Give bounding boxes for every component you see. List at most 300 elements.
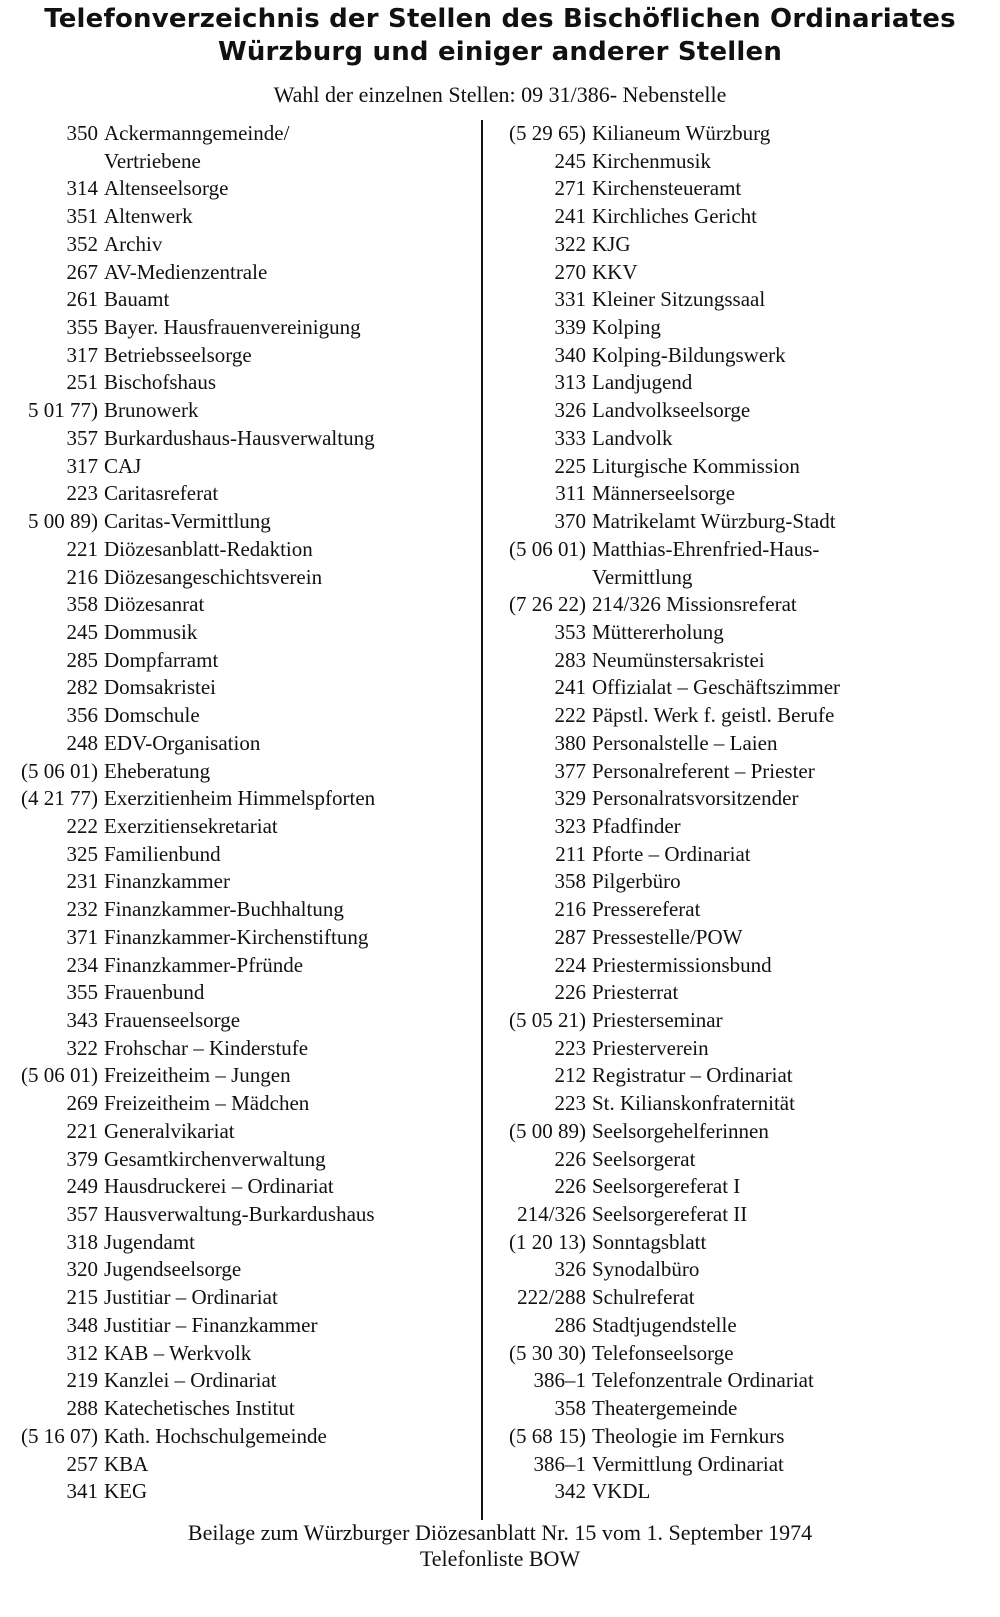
office-name: Hausdruckerei – Ordinariat	[104, 1174, 334, 1199]
office-name: Theatergemeinde	[592, 1396, 738, 1421]
office-name: Synodalbüro	[592, 1257, 700, 1282]
extension-number: 211	[555, 841, 586, 866]
directory-entry	[490, 508, 995, 536]
directory-entry	[490, 1395, 995, 1423]
dialing-instructions: Wahl der einzelnen Stellen: 09 31/386- Nebenstelle	[273, 82, 727, 107]
office-name: Kath. Hochschulgemeinde	[104, 1423, 327, 1448]
directory-entry	[6, 286, 474, 314]
directory-entry	[490, 1367, 995, 1395]
directory-entry	[490, 1284, 995, 1312]
directory-entry	[6, 647, 474, 675]
office-name: KEG	[104, 1479, 148, 1504]
directory-entry	[6, 1035, 474, 1063]
directory-entry	[490, 1146, 995, 1174]
directory-entry	[490, 1340, 995, 1368]
directory-entry	[6, 1451, 474, 1479]
extension-number: 353	[554, 619, 586, 644]
office-name: Altenseelsorge	[104, 176, 229, 201]
office-name: Ackermanngemeinde/	[104, 121, 290, 145]
office-name: Kirchliches Gericht	[592, 204, 758, 229]
directory-entry	[490, 841, 995, 869]
directory-entry	[6, 758, 474, 786]
directory-entry	[6, 231, 474, 259]
office-name: Kolping-Bildungswerk	[592, 342, 786, 367]
extension-number: 377	[554, 758, 586, 783]
extension-number: (5 06 01)	[21, 758, 98, 783]
extension-number: 386–1	[533, 1451, 586, 1476]
page-title-line-2: Würzburg und einiger anderer Stellen	[217, 37, 783, 67]
extension-number: 231	[66, 869, 98, 894]
office-name: Theologie im Fernkurs	[592, 1423, 785, 1448]
office-name: Kirchensteueramt	[592, 176, 742, 201]
directory-entry	[490, 730, 995, 758]
office-name: Bayer. Hausfrauenvereinigung	[104, 315, 361, 340]
directory-entry	[490, 203, 995, 231]
extension-number: 333	[554, 425, 586, 450]
office-name: KBA	[104, 1451, 149, 1476]
extension-number: 248	[66, 730, 98, 755]
directory-entry	[6, 924, 474, 952]
extension-number: 343	[66, 1008, 98, 1032]
directory-entry	[490, 231, 995, 259]
office-name: Altenwerk	[104, 204, 193, 229]
extension-number: 261	[66, 287, 98, 312]
extension-number: 226	[554, 1174, 586, 1199]
extension-number: 331	[554, 287, 586, 312]
office-name: St. Kilianskonfraternität	[592, 1091, 795, 1116]
directory-entry	[490, 1007, 995, 1035]
extension-number: 232	[66, 897, 98, 922]
directory-entry	[490, 1423, 995, 1451]
directory-entry	[6, 730, 474, 758]
office-name: Dompfarramt	[104, 647, 219, 672]
extension-number: 288	[66, 1396, 98, 1421]
extension-number: 257	[66, 1451, 98, 1476]
office-name: Landvolkseelsorge	[592, 398, 751, 423]
directory-entry	[6, 702, 474, 730]
directory-entry	[6, 148, 474, 176]
directory-entry	[6, 896, 474, 924]
extension-number: 341	[66, 1479, 98, 1504]
extension-number: (5 29 65)	[509, 121, 586, 145]
extension-number: 251	[66, 370, 98, 395]
extension-number: 212	[554, 1063, 586, 1088]
extension-number: 357	[66, 425, 98, 450]
office-name: Kolping	[592, 315, 661, 340]
directory-entry	[6, 1090, 474, 1118]
directory-entry	[490, 342, 995, 370]
office-name: Diözesangeschichtsverein	[104, 564, 323, 589]
extension-number: 245	[66, 619, 98, 644]
directory-entry	[6, 674, 474, 702]
extension-number: (5 05 21)	[509, 1008, 586, 1032]
office-name: Kilianeum Würzburg	[592, 121, 771, 145]
office-name: Exerzitiensekretariat	[104, 813, 278, 838]
office-name: Justitiar – Ordinariat	[104, 1285, 278, 1310]
directory-entry	[490, 453, 995, 481]
office-name: Matthias-Ehrenfried-Haus-	[592, 536, 820, 561]
office-name: Telefonzentrale Ordinariat	[592, 1368, 814, 1393]
extension-number: 223	[66, 481, 98, 506]
office-name: EDV-Organisation	[104, 730, 261, 755]
directory-entry	[490, 480, 995, 508]
office-name: Personalstelle – Laien	[592, 730, 778, 755]
office-name: Caritasreferat	[104, 481, 219, 506]
office-name: Neumünstersakristei	[592, 647, 765, 672]
directory-entry	[6, 1062, 474, 1090]
directory-entry	[6, 175, 474, 203]
extension-number: 350	[66, 121, 98, 145]
directory-entry	[490, 952, 995, 980]
extension-number: (4 21 77)	[21, 786, 98, 811]
office-name: KAB – Werkvolk	[104, 1340, 252, 1365]
directory-entry	[490, 591, 995, 619]
office-name: Pressereferat	[592, 897, 701, 922]
directory-entry	[6, 1229, 474, 1257]
extension-number: 219	[66, 1368, 98, 1393]
extension-number: 320	[66, 1257, 98, 1282]
extension-number: 267	[66, 259, 98, 284]
office-name: Pilgerbüro	[592, 869, 681, 894]
extension-number: 318	[66, 1229, 98, 1254]
directory-entry	[6, 1284, 474, 1312]
office-name: Domsakristei	[104, 675, 216, 700]
office-name: Finanzkammer-Kirchenstiftung	[104, 924, 369, 949]
extension-number: 241	[554, 675, 586, 700]
directory-entry	[6, 425, 474, 453]
directory-entry	[490, 259, 995, 287]
office-name: Personalratsvorsitzender	[592, 786, 799, 811]
office-name: Stadtjugendstelle	[592, 1312, 737, 1337]
office-name: Pforte – Ordinariat	[592, 841, 751, 866]
directory-entry	[6, 1395, 474, 1423]
directory-entry	[490, 1312, 995, 1340]
directory-left-column	[6, 120, 474, 1506]
extension-number: 216	[66, 564, 98, 589]
extension-number: 325	[66, 841, 98, 866]
extension-number: 323	[554, 813, 586, 838]
office-name: Justitiar – Finanzkammer	[104, 1312, 318, 1337]
directory-entry	[6, 619, 474, 647]
extension-number: 314	[66, 176, 98, 201]
extension-number: (5 68 15)	[509, 1423, 586, 1448]
footer-list-name: Telefonliste BOW	[419, 1546, 581, 1571]
directory-entry	[490, 564, 995, 592]
extension-number: (5 00 89)	[509, 1118, 586, 1143]
directory-entry	[6, 564, 474, 592]
directory-entry	[6, 453, 474, 481]
directory-entry	[490, 868, 995, 896]
directory-entry	[490, 397, 995, 425]
extension-number: 216	[554, 897, 586, 922]
office-name: Personalreferent – Priester	[592, 758, 815, 783]
directory-entry	[6, 841, 474, 869]
office-name: Priesterrat	[592, 980, 679, 1005]
extension-number: (5 06 01)	[509, 536, 586, 561]
office-name: Pfadfinder	[592, 813, 681, 838]
directory-entry	[6, 536, 474, 564]
directory-entry	[490, 369, 995, 397]
office-name: Telefonseelsorge	[592, 1340, 734, 1365]
directory-entry	[490, 785, 995, 813]
office-name: Schulreferat	[592, 1285, 695, 1310]
directory-entry	[6, 1478, 474, 1506]
directory-entry	[6, 342, 474, 370]
directory-entry	[490, 120, 995, 148]
office-name: Kanzlei – Ordinariat	[104, 1368, 277, 1393]
office-name: Landjugend	[592, 370, 693, 395]
extension-number: 357	[66, 1202, 98, 1227]
extension-number: 224	[554, 952, 586, 977]
directory-entry	[490, 924, 995, 952]
office-name: Diözesanrat	[104, 592, 205, 617]
office-name: AV-Medienzentrale	[104, 259, 268, 284]
directory-entry	[6, 1173, 474, 1201]
directory-entry	[490, 1256, 995, 1284]
directory-entry	[6, 952, 474, 980]
directory-entry	[6, 203, 474, 231]
column-divider	[481, 120, 483, 1520]
office-name: Seelsorgerat	[592, 1146, 696, 1171]
extension-number: 234	[66, 952, 98, 977]
extension-number: 317	[66, 342, 98, 367]
directory-entry	[490, 1451, 995, 1479]
directory-entry	[6, 1340, 474, 1368]
office-name: Päpstl. Werk f. geistl. Berufe	[592, 703, 835, 728]
extension-number: 287	[554, 924, 586, 949]
directory-entry	[490, 1090, 995, 1118]
office-name: Frauenbund	[104, 980, 205, 1005]
extension-number: 269	[66, 1091, 98, 1116]
directory-entry	[6, 480, 474, 508]
directory-entry	[6, 1007, 474, 1035]
office-name: Domschule	[104, 703, 200, 728]
office-name: Dommusik	[104, 619, 198, 644]
directory-entry	[6, 1201, 474, 1229]
extension-number: 358	[554, 1396, 586, 1421]
extension-number: 326	[554, 1257, 586, 1282]
extension-number: 5 00 89)	[28, 509, 98, 534]
extension-number: 326	[554, 398, 586, 423]
extension-number: 249	[66, 1174, 98, 1199]
office-name: Seelsorgehelferinnen	[592, 1118, 769, 1143]
directory-entry	[490, 148, 995, 176]
extension-number: 379	[66, 1146, 98, 1171]
directory-entry	[6, 591, 474, 619]
extension-number: 340	[554, 342, 586, 367]
directory-entry	[490, 1118, 995, 1146]
office-name: Registratur – Ordinariat	[592, 1063, 793, 1088]
office-name: Katechetisches Institut	[104, 1396, 295, 1421]
directory-entry	[490, 896, 995, 924]
extension-number: 222	[66, 813, 98, 838]
directory-entry	[6, 1256, 474, 1284]
directory-entry	[490, 1201, 995, 1229]
office-name: Burkardushaus-Hausverwaltung	[104, 425, 375, 450]
extension-number: (5 06 01)	[21, 1063, 98, 1088]
directory-entry	[6, 1367, 474, 1395]
office-name: Freizeitheim – Mädchen	[104, 1091, 310, 1116]
extension-number: 311	[555, 481, 586, 506]
office-name: Kleiner Sitzungssaal	[592, 287, 766, 312]
directory-entry	[490, 1035, 995, 1063]
extension-number: 5 01 77)	[28, 398, 98, 423]
office-name: Kirchenmusik	[592, 148, 711, 173]
directory-entry	[490, 758, 995, 786]
office-name: Hausverwaltung-Burkardushaus	[104, 1202, 375, 1227]
office-name: Generalvikariat	[104, 1118, 235, 1143]
extension-number: 355	[66, 980, 98, 1005]
extension-number: 371	[66, 924, 98, 949]
extension-number: 358	[554, 869, 586, 894]
extension-number: 339	[554, 315, 586, 340]
extension-number: 351	[66, 204, 98, 229]
office-name: KKV	[592, 259, 638, 284]
extension-number: 370	[554, 509, 586, 534]
office-name: Priesterverein	[592, 1035, 709, 1060]
office-name: Priestermissionsbund	[592, 952, 772, 977]
extension-number: 286	[554, 1312, 586, 1337]
extension-number: 222	[554, 703, 586, 728]
directory-right-column	[490, 120, 995, 1506]
directory-entry	[490, 813, 995, 841]
extension-number: 225	[554, 453, 586, 478]
office-name: Freizeitheim – Jungen	[104, 1063, 291, 1088]
office-name: Offizialat – Geschäftszimmer	[592, 675, 841, 700]
extension-number: 223	[554, 1035, 586, 1060]
directory-entry	[6, 397, 474, 425]
directory-entry	[6, 508, 474, 536]
directory-entry	[6, 314, 474, 342]
extension-number: 386–1	[533, 1368, 586, 1393]
office-name: VKDL	[592, 1479, 651, 1504]
extension-number: 215	[66, 1285, 98, 1310]
office-name: Caritas-Vermittlung	[104, 509, 271, 534]
extension-number: (5 30 30)	[509, 1340, 586, 1365]
directory-entry	[6, 979, 474, 1007]
office-name: Bauamt	[104, 287, 170, 312]
directory-entry	[6, 120, 474, 148]
office-name: Exerzitienheim Himmelspforten	[104, 786, 376, 811]
office-name: Landvolk	[592, 425, 673, 450]
extension-number: 214/326	[517, 1202, 586, 1227]
directory-entry	[490, 175, 995, 203]
directory-entry	[490, 536, 995, 564]
directory-entry	[6, 1423, 474, 1451]
extension-number: 222/288	[517, 1285, 586, 1310]
directory-entry	[6, 868, 474, 896]
directory-entry	[6, 1146, 474, 1174]
office-name: Finanzkammer-Pfründe	[104, 952, 304, 977]
office-name: Familienbund	[104, 841, 221, 866]
directory-entry	[490, 314, 995, 342]
office-name: Jugendamt	[104, 1229, 195, 1254]
office-name: Männerseelsorge	[592, 481, 736, 506]
extension-number: 271	[554, 176, 586, 201]
extension-number: 221	[66, 536, 98, 561]
extension-number: 380	[554, 730, 586, 755]
office-name: Matrikelamt Würzburg-Stadt	[592, 509, 836, 534]
extension-number: 322	[554, 231, 586, 256]
office-name: Archiv	[104, 231, 163, 256]
office-name: Pressestelle/POW	[592, 924, 743, 949]
extension-number: 355	[66, 315, 98, 340]
extension-number: 342	[554, 1479, 586, 1504]
office-name: Müttererholung	[592, 619, 724, 644]
office-name: Seelsorgereferat I	[592, 1174, 741, 1199]
footer-note: Beilage zum Würzburger Diözesanblatt Nr. 15 vom 1. September 1974	[187, 1520, 813, 1545]
office-name: Vermittlung	[592, 564, 693, 589]
extension-number: 285	[66, 647, 98, 672]
office-name: Vermittlung Ordinariat	[592, 1451, 784, 1476]
office-name: Liturgische Kommission	[592, 453, 800, 478]
page-title-line-1: Telefonverzeichnis der Stellen des Bischöflichen Ordinariates	[44, 4, 956, 34]
extension-number: 270	[554, 259, 586, 284]
office-name: Jugendseelsorge	[104, 1257, 242, 1282]
office-name: Gesamtkirchenverwaltung	[104, 1146, 326, 1171]
directory-entry	[490, 674, 995, 702]
office-name: 214/326 Missionsreferat	[592, 592, 797, 617]
extension-number: 312	[66, 1340, 98, 1365]
directory-entry	[490, 647, 995, 675]
extension-number: 352	[66, 231, 98, 256]
directory-entry	[490, 619, 995, 647]
office-name: KJG	[592, 231, 631, 256]
office-name: Brunowerk	[104, 398, 199, 423]
extension-number: 226	[554, 980, 586, 1005]
office-name: Betriebsseelsorge	[104, 342, 252, 367]
extension-number: 226	[554, 1146, 586, 1171]
office-name: Seelsorgereferat II	[592, 1202, 748, 1227]
office-name: Eheberatung	[104, 758, 211, 783]
extension-number: 356	[66, 703, 98, 728]
extension-number: (5 16 07)	[21, 1423, 98, 1448]
extension-number: 313	[554, 370, 586, 395]
directory-entry	[6, 785, 474, 813]
extension-number: 348	[66, 1312, 98, 1337]
office-name: Sonntagsblatt	[592, 1229, 707, 1254]
office-name: CAJ	[104, 453, 142, 478]
extension-number: 283	[554, 647, 586, 672]
office-name: Frohschar – Kinderstufe	[104, 1035, 309, 1060]
directory-entry	[6, 259, 474, 287]
directory-entry	[6, 1118, 474, 1146]
directory-entry	[490, 702, 995, 730]
extension-number: (7 26 22)	[509, 592, 586, 617]
extension-number: 241	[554, 204, 586, 229]
office-name: Priesterseminar	[592, 1008, 723, 1032]
directory-entry	[490, 425, 995, 453]
extension-number: 329	[554, 786, 586, 811]
directory-entry	[490, 1478, 995, 1506]
directory-entry	[6, 813, 474, 841]
extension-number: 317	[66, 453, 98, 478]
extension-number: 358	[66, 592, 98, 617]
office-name: Finanzkammer-Buchhaltung	[104, 897, 344, 922]
directory-entry	[490, 979, 995, 1007]
directory-entry	[490, 1229, 995, 1257]
office-name: Frauenseelsorge	[104, 1008, 241, 1032]
directory-entry	[490, 1062, 995, 1090]
extension-number: 223	[554, 1091, 586, 1116]
directory-entry	[6, 369, 474, 397]
extension-number: 282	[66, 675, 98, 700]
directory-entry	[490, 1173, 995, 1201]
extension-number: 245	[554, 148, 586, 173]
directory-entry	[6, 1312, 474, 1340]
directory-entry	[490, 286, 995, 314]
office-name: Diözesanblatt-Redaktion	[104, 536, 313, 561]
